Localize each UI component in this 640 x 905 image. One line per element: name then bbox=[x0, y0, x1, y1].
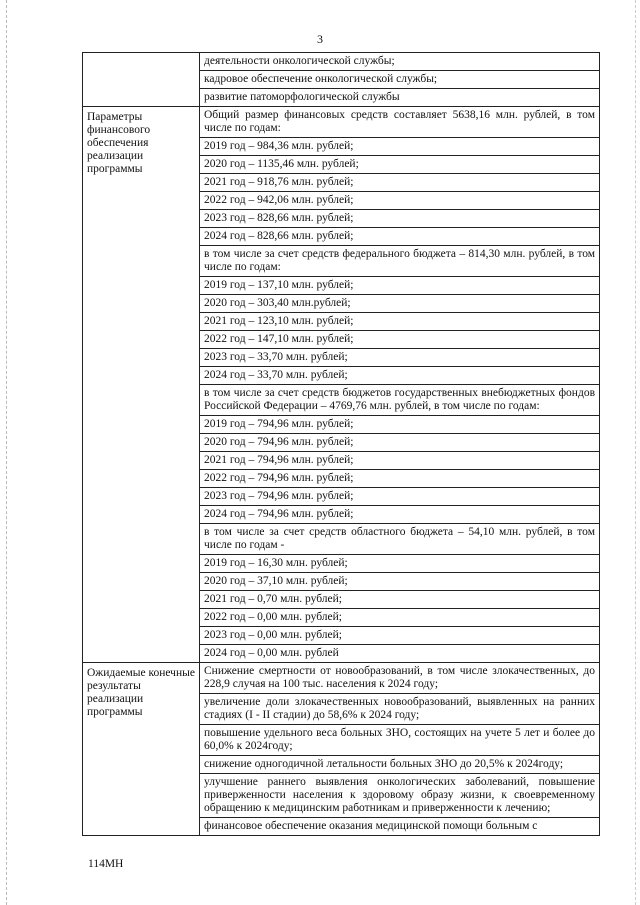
table-row-results bbox=[83, 663, 600, 836]
table-line: 2019 год – 16,30 млн. рублей; bbox=[200, 555, 599, 573]
table-line: 2023 год – 794,96 млн. рублей; bbox=[200, 488, 599, 506]
table-line: повышение удельного веса больных ЗНО, состоящих на учете 5 лет и более до 60,0% к 2024году; bbox=[200, 725, 599, 756]
table-line: улучшение раннего выявления онкологических заболеваний, повышение приверженности населения к здоровому образу жизни, к своевременному обращению к медицинским работникам и приверженности к лечению; bbox=[200, 774, 599, 818]
table-line: деятельности онкологической службы; bbox=[200, 53, 599, 71]
table-line: 2024 год – 0,00 млн. рублей bbox=[204, 647, 339, 659]
table-line: 2024 год – 794,96 млн. рублей; bbox=[200, 506, 599, 524]
table-line: 2022 год – 794,96 млн. рублей; bbox=[200, 470, 599, 488]
results-label-cell bbox=[83, 663, 200, 836]
table-line: 2023 год – 33,70 млн. рублей; bbox=[200, 349, 599, 367]
table-line: 2021 год – 0,70 млн. рублей; bbox=[200, 591, 599, 609]
table-line: 2022 год – 147,10 млн. рублей; bbox=[200, 331, 599, 349]
table-line: финансовое обеспечение оказания медицинской помощи больным с bbox=[204, 820, 538, 832]
table-line: 2024 год – 828,66 млн. рублей; bbox=[200, 228, 599, 246]
table-line: 2019 год – 794,96 млн. рублей; bbox=[200, 416, 599, 434]
table-row-finance bbox=[83, 107, 600, 663]
top-lines-list bbox=[200, 53, 599, 106]
finance-content-cell bbox=[200, 107, 600, 663]
top-left-cell bbox=[83, 53, 200, 107]
table-line: 2023 год – 828,66 млн. рублей; bbox=[200, 210, 599, 228]
table-line: 2021 год – 123,10 млн. рублей; bbox=[200, 313, 599, 331]
scan-margin-right bbox=[635, 0, 637, 905]
footer-code: 114МН bbox=[88, 858, 124, 870]
finance-lines-list bbox=[200, 107, 599, 662]
table-line: 2020 год – 794,96 млн. рублей; bbox=[200, 434, 599, 452]
table-row-top bbox=[83, 53, 600, 107]
finance-label-cell bbox=[83, 107, 200, 663]
table-line: 2020 год – 1135,46 млн. рублей; bbox=[200, 156, 599, 174]
results-lines-list bbox=[200, 663, 599, 835]
table-line: Общий размер финансовых средств составляет 5638,16 млн. рублей, в том числе по годам: bbox=[200, 107, 599, 138]
table-line: 2020 год – 37,10 млн. рублей; bbox=[200, 573, 599, 591]
page-number: 3 bbox=[317, 32, 323, 46]
table-line: 2019 год – 137,10 млн. рублей; bbox=[200, 277, 599, 295]
table-line: в том числе за счет средств бюджетов государственных внебюджетных фондов Российской Федерации – 4769,76 млн. рублей, в том числе по годам: bbox=[200, 385, 599, 416]
results-content-cell bbox=[200, 663, 600, 836]
table-line: снижение одногодичной летальности больных ЗНО до 20,5% к 2024году; bbox=[200, 756, 599, 774]
finance-label: Параметры финансового обеспечения реализации программы bbox=[87, 111, 151, 175]
results-label: Ожидаемые конечные результаты реализации программы bbox=[87, 667, 195, 718]
table-line: 2019 год – 984,36 млн. рублей; bbox=[200, 138, 599, 156]
table-line: в том числе за счет средств федерального бюджета – 814,30 млн. рублей, в том числе по годам: bbox=[200, 246, 599, 277]
table-line: 2021 год – 794,96 млн. рублей; bbox=[200, 452, 599, 470]
table-line: 2023 год – 0,00 млн. рублей; bbox=[200, 627, 599, 645]
table-line: 2022 год – 942,06 млн. рублей; bbox=[200, 192, 599, 210]
program-passport-table bbox=[82, 52, 600, 836]
table-line: в том числе за счет средств областного бюджета – 54,10 млн. рублей, в том числе по годам - bbox=[200, 524, 599, 555]
table-line: 2024 год – 33,70 млн. рублей; bbox=[200, 367, 599, 385]
scan-margin-left bbox=[6, 0, 8, 905]
table-line: увеличение доли злокачественных новообразований, выявленных на ранних стадиях (I - II стадии) до 58,6% к 2024 году; bbox=[200, 694, 599, 725]
table-line: Снижение смертности от новообразований, в том числе злокачественных, до 228,9 случая на 100 тыс. населения к 2024 году; bbox=[200, 663, 599, 694]
table-line: развитие патоморфологической службы bbox=[204, 91, 400, 103]
table-line: кадровое обеспечение онкологической службы; bbox=[200, 71, 599, 89]
table-line: 2020 год – 303,40 млн.рублей; bbox=[200, 295, 599, 313]
top-right-cell bbox=[200, 53, 600, 107]
table-line: 2022 год – 0,00 млн. рублей; bbox=[200, 609, 599, 627]
table-line: 2021 год – 918,76 млн. рублей; bbox=[200, 174, 599, 192]
